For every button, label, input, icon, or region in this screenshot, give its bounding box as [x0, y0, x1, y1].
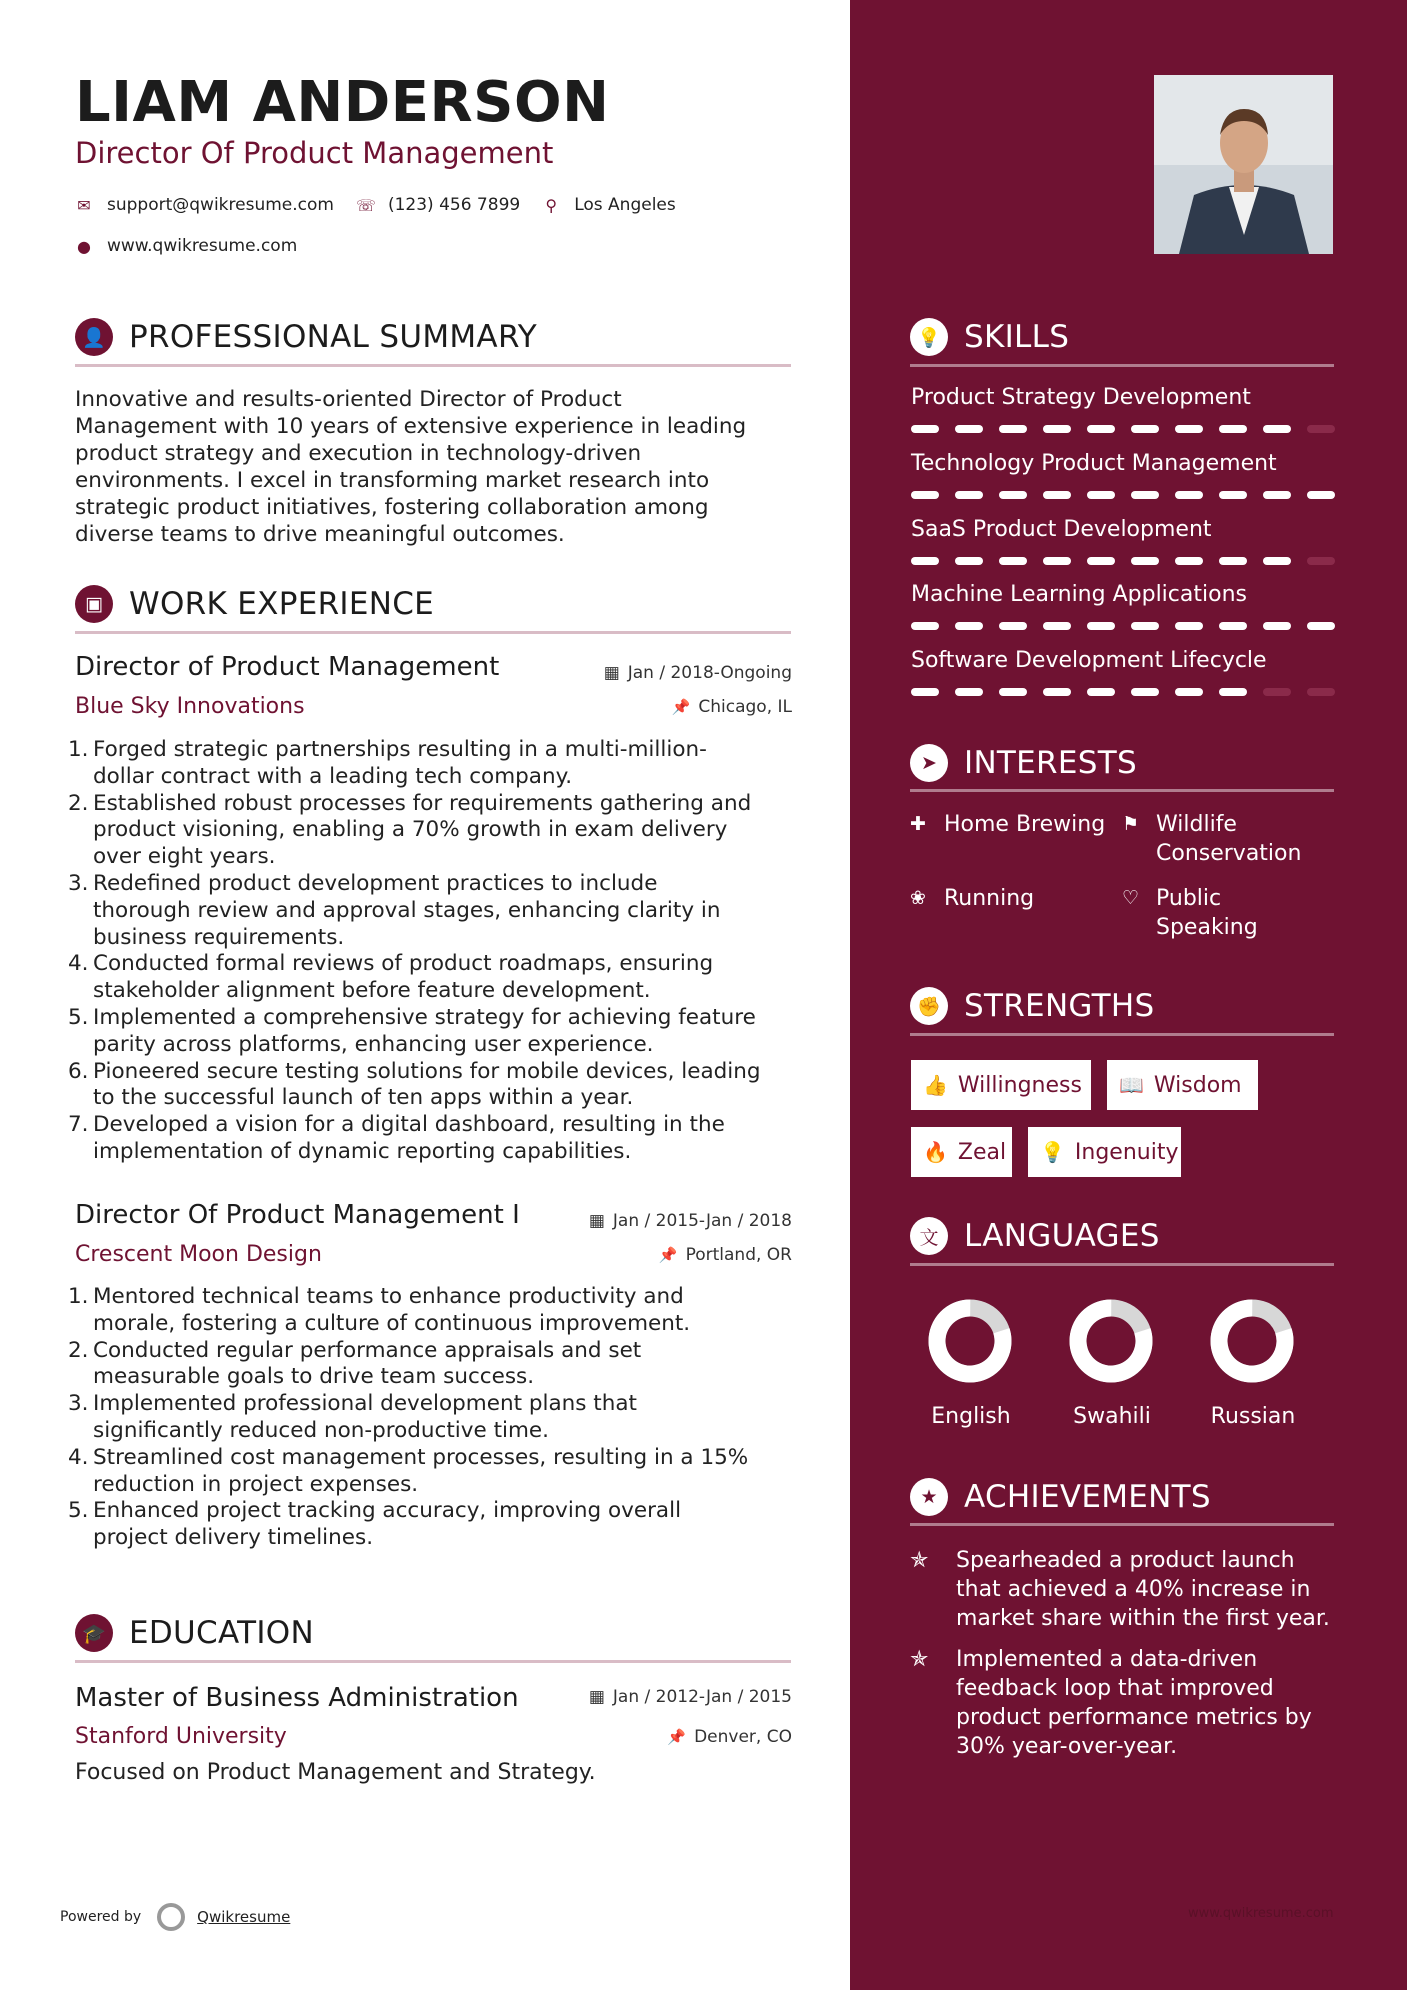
bullet-text: reduction in project expenses.	[93, 1471, 419, 1497]
bullet-number: 7.	[68, 1112, 89, 1138]
language-icon: 文	[910, 1217, 948, 1255]
skill-name: Software Development Lifecycle	[911, 648, 1267, 673]
bullet-text: thorough review and approval stages, enhancing clarity in	[93, 897, 721, 923]
bullet-number: 4.	[68, 1444, 89, 1470]
job-date	[604, 663, 792, 683]
skill-level-dash	[1307, 425, 1335, 433]
bullet-line	[68, 1284, 798, 1311]
job-date-text: Jan / 2018-Ongoing	[627, 663, 792, 683]
skill-level-dash	[911, 557, 939, 565]
school-name: Stanford University	[75, 1724, 287, 1749]
bullet-number	[68, 978, 93, 1005]
section-divider	[910, 1523, 1334, 1526]
bullet-number: 5.	[68, 1004, 89, 1030]
strength-label: Ingenuity	[1074, 1139, 1179, 1165]
bullet-number: 2.	[68, 790, 89, 816]
job-location-text: Chicago, IL	[698, 697, 792, 717]
fire-icon: 🔥	[923, 1140, 948, 1164]
summary-line: product strategy and execution in technology-driven	[75, 441, 642, 466]
star-icon: ✯	[910, 1548, 929, 1573]
language-label: English	[931, 1404, 1011, 1429]
bullet-text: morale, fostering a culture of continuous improvement.	[93, 1310, 691, 1336]
strength-label: Wisdom	[1153, 1072, 1242, 1098]
fist-icon: ✊	[910, 987, 948, 1025]
bullet-line	[68, 1364, 798, 1391]
bullet-number	[68, 764, 93, 791]
achievement-text	[956, 1645, 1312, 1761]
bullet-line	[68, 1032, 798, 1059]
footer-site: www.qwikresume.com	[1188, 1906, 1334, 1921]
education-location	[667, 1727, 792, 1747]
experience-section-header	[75, 585, 791, 623]
bullet-number	[68, 844, 93, 871]
interest-line: Speaking	[1156, 915, 1258, 940]
interest-item	[910, 884, 1034, 913]
skill-level-dash	[955, 688, 983, 696]
bullet-text: Enhanced project tracking accuracy, improving overall	[93, 1498, 682, 1524]
skill-level-dash	[1087, 557, 1115, 565]
bullet-line	[68, 817, 798, 844]
achievement-item	[910, 1546, 1334, 1633]
interest-line: Home Brewing	[944, 812, 1106, 837]
skill-name: Technology Product Management	[911, 451, 1277, 476]
skill-level-dash	[1131, 491, 1159, 499]
skill-level-dash	[999, 688, 1027, 696]
bullet-number: 3.	[68, 870, 89, 896]
bullet-number	[68, 1085, 93, 1112]
summary-section-header	[75, 318, 791, 356]
bullet-number	[68, 1472, 93, 1499]
bullet-text: significantly reduced non-productive time.	[93, 1417, 549, 1443]
bullet-text: stakeholder alignment before feature development.	[93, 978, 651, 1004]
languages-section-header	[910, 1217, 1334, 1255]
bullet-text: dollar contract with a leading tech company.	[93, 763, 573, 789]
bullet-line	[68, 898, 798, 925]
interest-label	[1156, 884, 1258, 942]
bullet-text: Implemented professional development plans that	[93, 1391, 637, 1417]
skill-level-dash	[1131, 622, 1159, 630]
skill-level-bar	[911, 425, 1351, 433]
education-heading: EDUCATION	[129, 1615, 314, 1651]
powered-by-text: Powered by	[60, 1909, 142, 1925]
email-link[interactable]: support@qwikresume.com	[107, 195, 334, 215]
bullet-line	[68, 1139, 798, 1166]
contact-row-1	[75, 195, 694, 215]
bullet-number	[68, 1139, 93, 1166]
bullet-line	[68, 844, 798, 871]
interest-line: Conservation	[1156, 841, 1302, 866]
skill-level-dash	[1087, 688, 1115, 696]
skill-level-dash	[1131, 425, 1159, 433]
skill-level-dash	[1219, 688, 1247, 696]
phone-icon: ☏	[355, 195, 376, 215]
job-title: Director Of Product Management I	[75, 1200, 520, 1230]
skill-level-dash	[1175, 622, 1203, 630]
skill-level-bar	[911, 491, 1351, 499]
skill-level-dash	[911, 425, 939, 433]
bullet-number	[68, 898, 93, 925]
profile-photo	[1154, 75, 1333, 254]
bullet-text: Conducted formal reviews of product roadmaps, ensuring	[93, 951, 714, 977]
experience-heading: WORK EXPERIENCE	[129, 586, 435, 622]
book-icon: 📖	[1119, 1073, 1144, 1097]
bullet-number	[68, 1418, 93, 1445]
interest-label	[944, 810, 1105, 839]
job-bullets	[68, 737, 798, 1166]
map-pin-icon: ⚲	[545, 195, 558, 215]
interest-line: Running	[944, 886, 1035, 911]
language-rings	[910, 1295, 1334, 1395]
bullet-line	[68, 1525, 798, 1552]
education-section-header	[75, 1614, 791, 1652]
skill-level-dash	[1043, 557, 1071, 565]
flag-icon: ⚑	[1122, 813, 1140, 835]
skill-name: Product Strategy Development	[911, 385, 1251, 410]
skill-level-dash	[1175, 557, 1203, 565]
skill-level-dash	[1175, 491, 1203, 499]
achievement-line: that achieved a 40% increase in	[956, 1577, 1311, 1602]
bullet-text: Developed a vision for a digital dashboard, resulting in the	[93, 1112, 725, 1138]
interest-label	[944, 884, 1034, 913]
bullet-text: Conducted regular performance appraisals and set	[93, 1337, 642, 1363]
section-divider	[75, 1660, 791, 1663]
strength-tag	[911, 1127, 1012, 1177]
skill-level-dash	[1219, 557, 1247, 565]
contact-row-2	[75, 236, 315, 256]
bullet-number	[68, 1311, 93, 1338]
bullet-line	[68, 951, 798, 978]
candidate-title: Director Of Product Management	[75, 136, 554, 170]
bullet-number: 1.	[68, 1284, 89, 1309]
strength-tag	[1107, 1060, 1258, 1110]
interests-section-header	[910, 744, 1334, 782]
bullet-line	[68, 1112, 798, 1139]
bullet-line	[68, 871, 798, 898]
bullet-text: implementation of dynamic reporting capabilities.	[93, 1138, 632, 1164]
profile-photo-image	[1154, 75, 1333, 254]
skill-level-dash	[1263, 688, 1291, 696]
lightbulb-icon: 💡	[910, 318, 948, 356]
skill-name: Machine Learning Applications	[911, 582, 1247, 607]
skill-level-dash	[999, 557, 1027, 565]
interest-item	[1122, 810, 1301, 868]
bullet-number	[68, 925, 93, 952]
skill-level-dash	[1307, 622, 1335, 630]
interest-item	[1122, 884, 1258, 942]
bullet-text: parity across platforms, enhancing user experience.	[93, 1031, 654, 1057]
strength-label: Zeal	[957, 1139, 1007, 1165]
skill-level-dash	[999, 425, 1027, 433]
bullet-number: 5.	[68, 1498, 89, 1524]
education-date	[589, 1687, 792, 1707]
skills-section-header	[910, 318, 1334, 356]
briefcase-icon: ▣	[75, 585, 113, 623]
strength-tag	[1028, 1127, 1181, 1177]
bullet-number: 2.	[68, 1337, 89, 1363]
bullet-text: to the successful launch of ten apps within a year.	[93, 1085, 634, 1111]
job-title: Director of Product Management	[75, 652, 500, 682]
achievement-line: 30% year-over-year.	[956, 1734, 1178, 1759]
user-icon: 👤	[75, 318, 113, 356]
interest-line: Wildlife	[1156, 812, 1237, 837]
achievement-line: Spearheaded a product launch	[956, 1548, 1295, 1573]
summary-heading: PROFESSIONAL SUMMARY	[129, 319, 538, 355]
job-location-text: Portland, OR	[685, 1245, 792, 1265]
skill-level-dash	[1043, 425, 1071, 433]
star-icon: ✯	[910, 1647, 929, 1672]
bullet-text: Pioneered secure testing solutions for mobile devices, leading	[93, 1058, 761, 1084]
bullet-number: 6.	[68, 1058, 89, 1084]
language-label: Russian	[1210, 1404, 1296, 1429]
calendar-icon: ▦	[603, 663, 620, 683]
section-divider	[910, 1263, 1334, 1266]
skill-level-dash	[1043, 622, 1071, 630]
brand-link[interactable]: Qwikresume	[197, 1908, 291, 1926]
skill-level-bar	[911, 688, 1351, 696]
pin-icon: 📌	[658, 1246, 678, 1264]
skill-level-dash	[1263, 491, 1291, 499]
skill-level-dash	[1087, 425, 1115, 433]
bullet-line	[68, 1472, 798, 1499]
bullet-text: measurable goals to drive team success.	[93, 1364, 535, 1390]
skill-level-bar	[911, 622, 1351, 630]
skill-name: SaaS Product Development	[911, 517, 1212, 542]
bullet-line	[68, 1059, 798, 1086]
section-divider	[75, 364, 791, 367]
bullet-line	[68, 737, 798, 764]
bullet-text: project delivery timelines.	[93, 1525, 374, 1551]
interest-label	[1156, 810, 1301, 868]
bullet-line	[68, 1391, 798, 1418]
paper-plane-icon: ➤	[910, 744, 948, 782]
section-divider	[75, 631, 791, 634]
paw-icon: ❀	[910, 887, 926, 909]
bullet-text: Established robust processes for requirements gathering and	[93, 790, 752, 816]
achievements-section-header	[910, 1478, 1334, 1516]
summary-line: Management with 10 years of extensive experience in leading	[75, 414, 747, 439]
skill-level-dash	[1219, 622, 1247, 630]
skill-level-dash	[1307, 557, 1335, 565]
skill-level-dash	[911, 688, 939, 696]
job-date	[589, 1211, 792, 1231]
strengths-section-header	[910, 987, 1334, 1025]
lightbulb-icon: 💡	[1040, 1140, 1065, 1164]
summary-line: strategic product initiatives, fostering collaboration among	[75, 495, 709, 520]
skill-level-dash	[1307, 491, 1335, 499]
achievement-line: Implemented a data-driven	[956, 1647, 1258, 1672]
envelope-icon: ✉	[77, 195, 91, 215]
pin-icon: 📌	[667, 1728, 687, 1746]
skill-level-dash	[1131, 557, 1159, 565]
location-text: Los Angeles	[574, 195, 676, 215]
bullet-number	[68, 1032, 93, 1059]
skill-level-dash	[1263, 425, 1291, 433]
bullet-text: business requirements.	[93, 924, 345, 950]
bullet-text: Implemented a comprehensive strategy for achieving feature	[93, 1004, 756, 1030]
summary-line: environments. I excel in transforming market research into	[75, 468, 710, 493]
skill-level-dash	[1043, 688, 1071, 696]
skill-level-dash	[911, 491, 939, 499]
degree-title: Master of Business Administration	[75, 1683, 519, 1713]
bullet-number	[68, 817, 93, 844]
skill-level-bar	[911, 557, 1351, 565]
language-label: Swahili	[1073, 1404, 1151, 1429]
bullet-text: Streamlined cost management processes, resulting in a 15%	[93, 1444, 749, 1470]
strength-tag	[911, 1060, 1091, 1110]
education-location-text: Denver, CO	[694, 1727, 792, 1747]
calendar-icon: ▦	[588, 1687, 605, 1707]
skill-level-dash	[1175, 688, 1203, 696]
pin-icon: 📌	[671, 698, 691, 716]
thumbs-up-icon: 👍	[923, 1073, 948, 1097]
bullet-line	[68, 1005, 798, 1032]
bullet-line	[68, 764, 798, 791]
section-divider	[910, 1033, 1334, 1036]
skill-level-dash	[955, 425, 983, 433]
skill-level-dash	[1219, 491, 1247, 499]
bullet-text: over eight years.	[93, 844, 276, 870]
achievement-line: market share within the first year.	[956, 1606, 1330, 1631]
bullet-number	[68, 1525, 93, 1552]
puzzle-icon: ✚	[910, 813, 926, 835]
skill-level-dash	[1043, 491, 1071, 499]
bullet-line	[68, 1418, 798, 1445]
bullet-number: 4.	[68, 951, 89, 977]
interest-line: Public	[1156, 886, 1222, 911]
bullet-line	[68, 1445, 798, 1472]
qwikresume-logo-icon	[157, 1903, 185, 1931]
education-date-text: Jan / 2012-Jan / 2015	[612, 1687, 792, 1707]
bullet-line	[68, 1498, 798, 1525]
skill-level-dash	[911, 622, 939, 630]
skill-level-dash	[1087, 491, 1115, 499]
skill-level-dash	[1087, 622, 1115, 630]
achievements-heading: ACHIEVEMENTS	[964, 1479, 1211, 1515]
education-description: Focused on Product Management and Strategy.	[75, 1760, 596, 1785]
bullet-line	[68, 925, 798, 952]
summary-text	[75, 386, 791, 548]
star-badge-icon: ★	[910, 1478, 948, 1516]
job-company: Crescent Moon Design	[75, 1242, 322, 1267]
section-divider	[910, 364, 1334, 367]
achievement-text	[956, 1546, 1330, 1633]
skill-level-dash	[1307, 688, 1335, 696]
strengths-heading: STRENGTHS	[964, 988, 1155, 1024]
calendar-icon: ▦	[588, 1211, 605, 1231]
achievement-line: product performance metrics by	[956, 1705, 1312, 1730]
achievement-item	[910, 1645, 1334, 1761]
footer-powered-by	[60, 1903, 290, 1931]
bullet-line	[68, 1338, 798, 1365]
heartbeat-icon: ♡	[1122, 887, 1140, 909]
bullet-number	[68, 1364, 93, 1391]
bullet-text: product visioning, enabling a 70% growth in exam delivery	[93, 817, 728, 843]
bullet-text: Mentored technical teams to enhance productivity and	[93, 1284, 684, 1309]
bullet-line	[68, 1311, 798, 1338]
bullet-number: 3.	[68, 1391, 89, 1417]
bullet-text: Forged strategic partnerships resulting in a multi-million-	[93, 737, 707, 762]
skills-heading: SKILLS	[964, 319, 1070, 355]
skill-level-dash	[999, 491, 1027, 499]
skill-level-dash	[1175, 425, 1203, 433]
summary-line: diverse teams to drive meaningful outcomes.	[75, 522, 565, 547]
skill-level-dash	[955, 491, 983, 499]
bullet-number: 1.	[68, 737, 89, 762]
skill-level-dash	[1263, 557, 1291, 565]
graduation-cap-icon: 🎓	[75, 1614, 113, 1652]
skill-level-dash	[955, 557, 983, 565]
strength-label: Willingness	[957, 1072, 1082, 1098]
candidate-name: LIAM ANDERSON	[75, 70, 610, 135]
bullet-text: Redefined product development practices to include	[93, 870, 658, 896]
job-bullets	[68, 1284, 798, 1552]
section-divider	[910, 789, 1334, 792]
phone-text: (123) 456 7899	[387, 195, 521, 215]
bullet-line	[68, 791, 798, 818]
job-location	[659, 1245, 792, 1265]
job-location	[672, 697, 792, 717]
skill-level-dash	[1263, 622, 1291, 630]
job-company: Blue Sky Innovations	[75, 694, 305, 719]
skill-level-dash	[999, 622, 1027, 630]
skill-level-dash	[955, 622, 983, 630]
website-link[interactable]: www.qwikresume.com	[107, 236, 298, 256]
bullet-line	[68, 1085, 798, 1112]
job-date-text: Jan / 2015-Jan / 2018	[612, 1211, 792, 1231]
bullet-line	[68, 978, 798, 1005]
skill-level-dash	[1219, 425, 1247, 433]
skill-level-dash	[1131, 688, 1159, 696]
interest-item	[910, 810, 1105, 839]
achievement-line: feedback loop that improved	[956, 1676, 1274, 1701]
globe-icon: ●	[77, 236, 91, 256]
languages-heading: LANGUAGES	[964, 1218, 1160, 1254]
summary-line: Innovative and results-oriented Director of Product	[75, 387, 622, 412]
interests-heading: INTERESTS	[964, 745, 1137, 781]
